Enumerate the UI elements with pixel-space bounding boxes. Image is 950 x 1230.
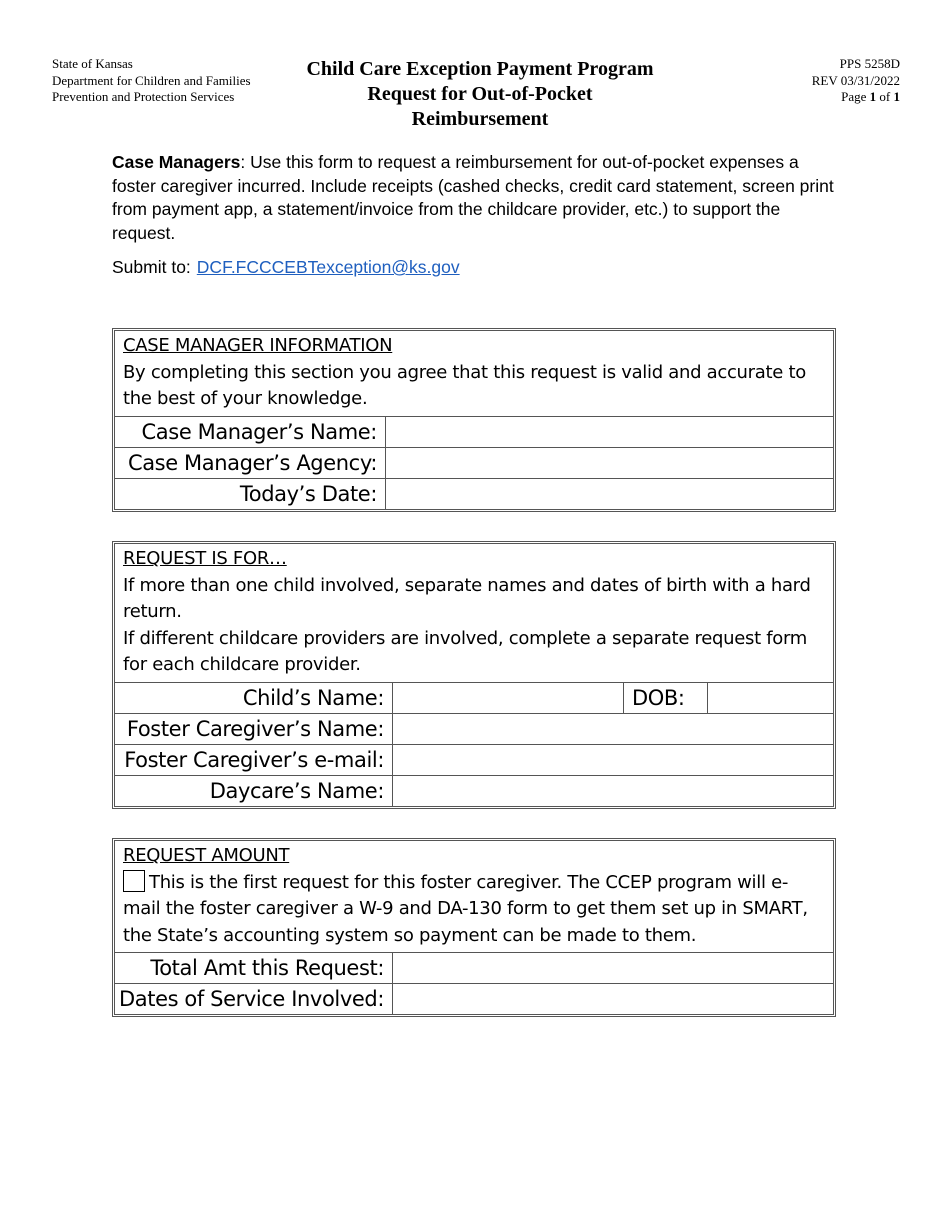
case-manager-name-row [115, 416, 833, 447]
submit-label: Submit to: [112, 257, 191, 277]
form-title [270, 57, 690, 132]
agency-state: State of Kansas [52, 56, 133, 71]
case-manager-name-field[interactable] [386, 417, 833, 447]
case-manager-agency-row [115, 447, 833, 478]
instructions-lead: Case Managers [112, 152, 241, 172]
dates-of-service-row [115, 983, 833, 1014]
agency-division: Prevention and Protection Services [52, 89, 235, 104]
daycare-name-row [115, 775, 833, 806]
case-manager-header [115, 331, 833, 416]
request-amount-title: REQUEST AMOUNT [123, 845, 290, 866]
child-name-field[interactable] [393, 683, 624, 713]
case-manager-title: CASE MANAGER INFORMATION [123, 335, 393, 356]
foster-caregiver-email-label: Foster Caregiver’s e-mail: [115, 745, 393, 775]
request-for-title: REQUEST IS FOR… [123, 548, 287, 569]
case-manager-note: By completing this section you agree that this request is valid and accurate to the best of your knowledge. [123, 361, 806, 409]
instructions-text: : Use this form to request a reimbursement for out-of-pocket expenses a foster caregiver incurred. Include receipts (cashed checks, credit card statement, screen print from payment app, a statement/invoice from the childcare provider, etc.) to support the request. [112, 152, 834, 243]
form-id-block [812, 56, 900, 106]
form-number: PPS 5258D [839, 56, 900, 71]
first-request-option [123, 870, 825, 950]
daycare-name-label: Daycare’s Name: [115, 776, 393, 806]
agency-department: Department for Children and Families [52, 72, 251, 88]
page-number: 1 [869, 89, 877, 104]
request-for-note-providers: If different childcare providers are involved, complete a separate request form for each childcare provider. [123, 627, 808, 675]
first-request-checkbox[interactable] [123, 870, 145, 892]
request-for-note-children: If more than one child involved, separate names and dates of birth with a hard return. [123, 574, 811, 622]
dob-field[interactable] [708, 683, 833, 713]
child-name-label: Child’s Name: [115, 683, 393, 713]
foster-caregiver-email-row [115, 744, 833, 775]
page-indicator: Page 1 of 1 [841, 89, 900, 104]
case-manager-name-label: Case Manager’s Name: [115, 417, 386, 447]
todays-date-field[interactable] [386, 479, 833, 509]
submit-email-link[interactable]: DCF.FCCCEBTexception@ks.gov [196, 257, 460, 277]
case-manager-agency-label: Case Manager’s Agency: [115, 448, 386, 478]
request-for-header [115, 544, 833, 682]
submit-line [112, 256, 460, 279]
daycare-name-field[interactable] [393, 776, 833, 806]
request-for-section [112, 541, 836, 809]
foster-caregiver-name-label: Foster Caregiver’s Name: [115, 714, 393, 744]
dates-of-service-field[interactable] [393, 984, 833, 1014]
first-request-text: This is the first request for this foster caregiver. The CCEP program will e-mail the foster caregiver a W-9 and DA-130 form to get them set up in SMART, the State’s accounting system so payment can be made to them. [123, 871, 808, 946]
page-total: 1 [893, 89, 900, 104]
dob-label: DOB: [624, 683, 708, 713]
form-title-line1: Child Care Exception Payment Program [306, 58, 654, 80]
child-name-row [115, 682, 833, 713]
instructions [112, 151, 842, 245]
foster-caregiver-name-row [115, 713, 833, 744]
foster-caregiver-name-field[interactable] [393, 714, 833, 744]
case-manager-section [112, 328, 836, 512]
agency-block [52, 56, 251, 106]
todays-date-label: Today’s Date: [115, 479, 386, 509]
form-title-line2: Request for Out-of-Pocket [367, 83, 593, 105]
request-amount-header [115, 841, 833, 952]
form-title-line3: Reimbursement [411, 108, 549, 130]
todays-date-row [115, 478, 833, 509]
total-amount-label: Total Amt this Request: [115, 953, 393, 983]
total-amount-field[interactable] [393, 953, 833, 983]
case-manager-agency-field[interactable] [386, 448, 833, 478]
form-revision: REV 03/31/2022 [811, 72, 900, 88]
foster-caregiver-email-field[interactable] [393, 745, 833, 775]
request-amount-section [112, 838, 836, 1017]
dates-of-service-label: Dates of Service Involved: [115, 984, 393, 1014]
total-amount-row [115, 952, 833, 983]
